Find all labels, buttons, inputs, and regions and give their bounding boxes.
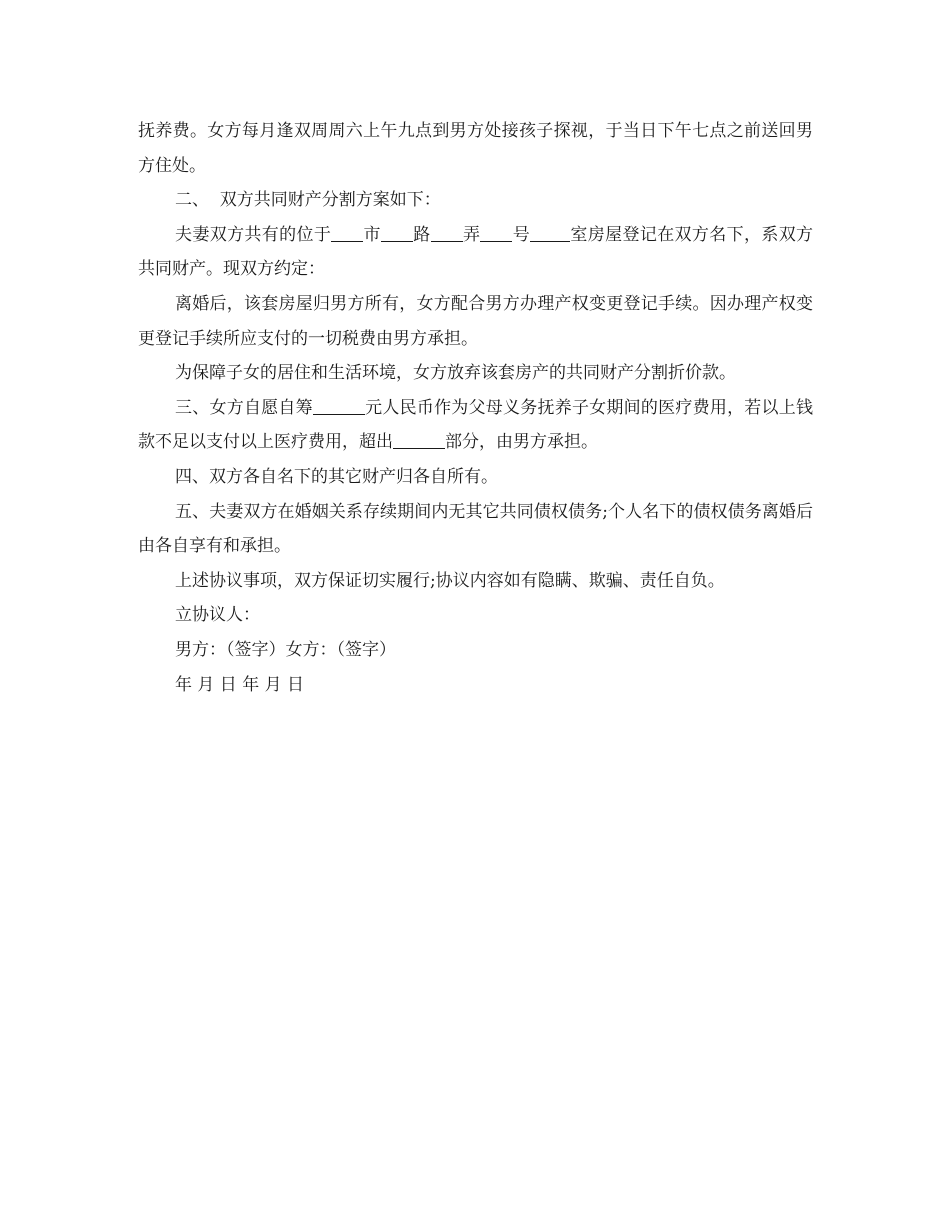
section-heading-property-division: 二、 双方共同财产分割方案如下：	[175, 190, 441, 211]
paragraph-medical-fees	[138, 391, 813, 460]
property-text-road: 路	[412, 224, 431, 245]
property-text-lane: 弄	[462, 224, 481, 245]
paragraph-child-support-visitation: 抚养费。女方每月逢双周周六上午九点到男方处接孩子探视，于当日下午七点之前送回男方住处。	[138, 121, 813, 176]
signature-line: 男方：（签字）女方：（签字）	[175, 639, 396, 660]
date-line: 年 月 日 年 月 日	[175, 674, 305, 695]
blank-line-city	[331, 223, 363, 242]
medical-text-3: 部分，由男方承担。	[445, 432, 598, 453]
paragraph-debts: 五、夫妻双方在婚姻关系存续期间内无其它共同债权债务;个人名下的债权债务离婚后由各自享有和承担。	[138, 501, 813, 557]
document-body	[138, 114, 813, 702]
paragraph-other-property: 四、双方各自名下的其它财产归各自所有。	[175, 466, 498, 487]
property-text-1: 夫妻双方共有的位于	[175, 224, 332, 245]
blank-line-road	[381, 223, 413, 242]
paragraph-property-location	[138, 218, 813, 287]
property-text-city: 市	[363, 224, 381, 245]
blank-line-number	[480, 223, 512, 242]
medical-text-1: 三、女方自愿自筹	[175, 397, 313, 418]
medical-text-2: 元人民币作为父母义务抚养子女期间的医疗费用，若以上钱款不足以支付以上医疗费用，超出	[138, 397, 814, 453]
property-text-number: 号	[512, 224, 531, 245]
blank-line-excess	[393, 430, 445, 449]
blank-line-lane	[431, 223, 463, 242]
paragraph-guarantee: 上述协议事项，双方保证切实履行;协议内容如有隐瞒、欺骗、责任自负。	[175, 570, 725, 591]
paragraph-waiver: 为保障子女的居住和生活环境，女方放弃该套房产的共同财产分割折价款。	[175, 363, 736, 384]
blank-line-room	[530, 223, 570, 242]
property-text-2: 室房屋登记在双方名下，系双方共同财产。现双方约定：	[138, 224, 814, 280]
paragraph-house-ownership: 离婚后，该套房屋归男方所有，女方配合男方办理产权变更登记手续。因办理产权变更登记手续所应支付的一切税费由男方承担。	[138, 293, 813, 349]
signatories-label: 立协议人：	[175, 605, 260, 626]
blank-line-amount	[313, 396, 365, 415]
